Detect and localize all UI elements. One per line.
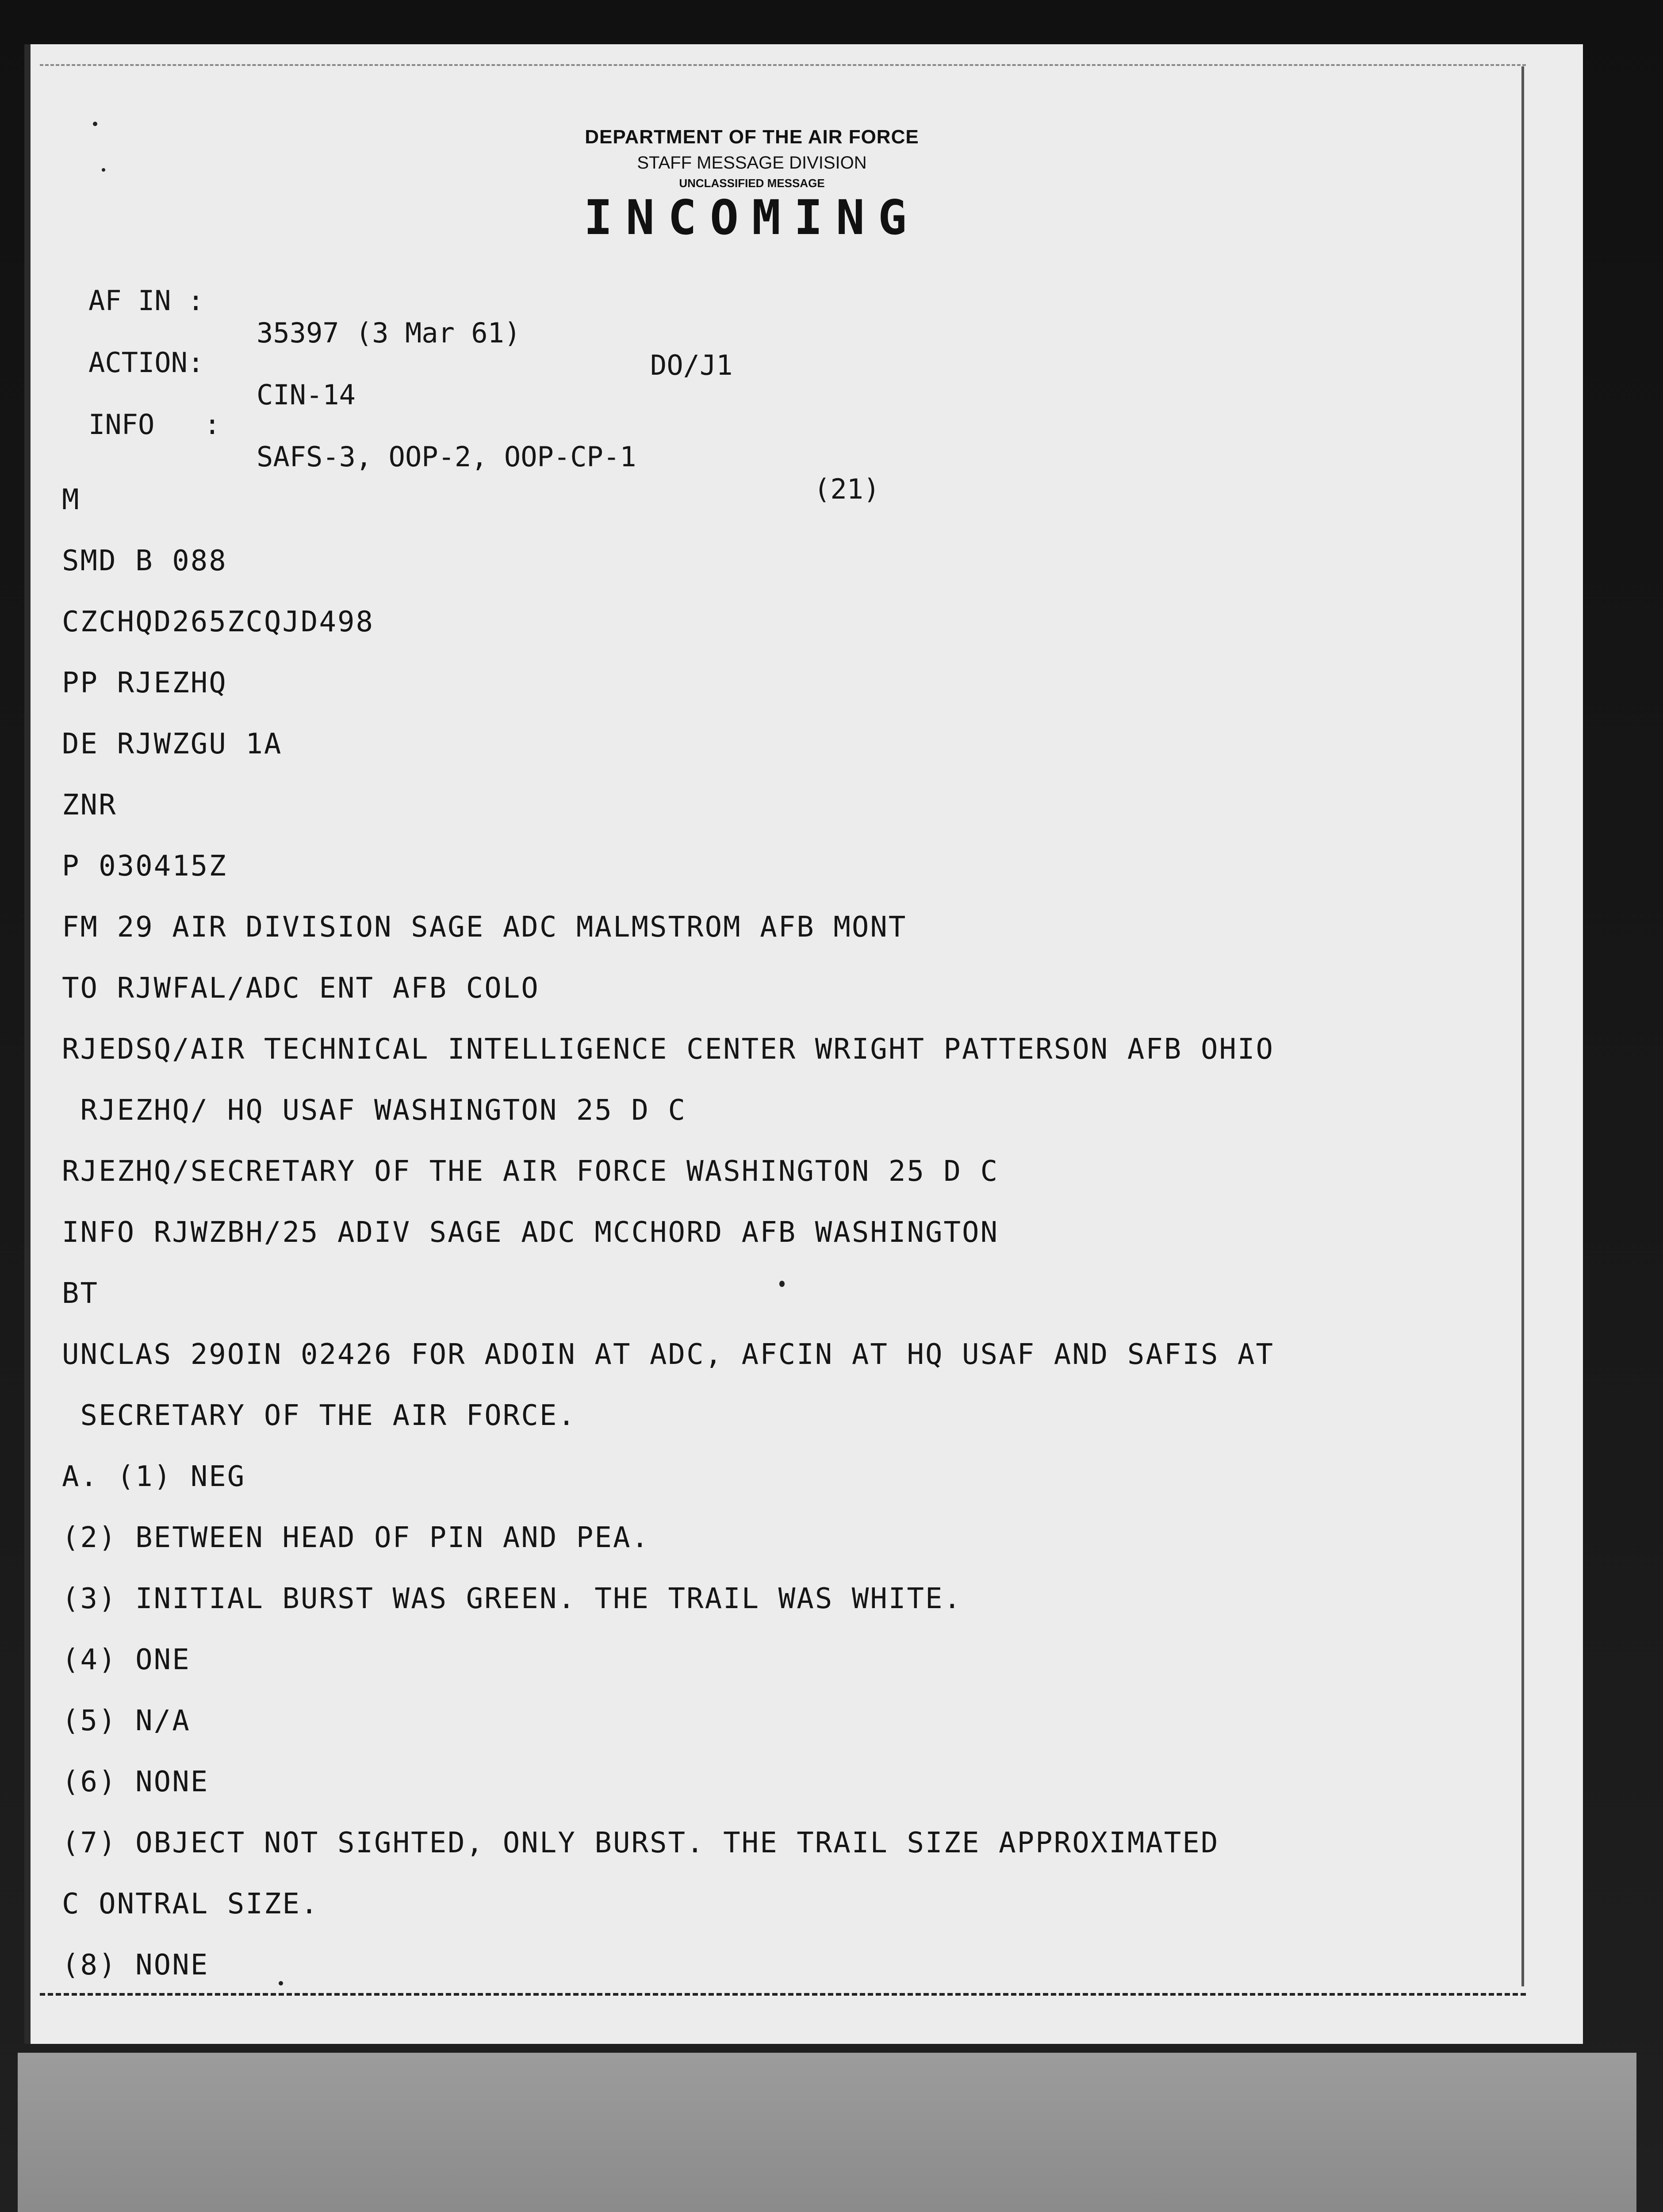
message-line: (4) ONE — [62, 1644, 191, 1676]
message-line: M — [62, 484, 80, 516]
message-line: A. (1) NEG — [62, 1460, 246, 1493]
message-line: (8) NONE — [62, 1949, 209, 1982]
message-line: INFO RJWZBH/25 ADIV SAGE ADC MCCHORD AFB WASHINGTON — [62, 1216, 999, 1249]
message-line: BT — [62, 1277, 99, 1310]
action-label: ACTION: — [88, 346, 204, 379]
scan-speck — [279, 1981, 283, 1985]
page-top-border — [40, 64, 1526, 66]
message-line: (7) OBJECT NOT SIGHTED, ONLY BURST. THE TRAIL SIZE APPROXIMATED — [62, 1827, 1219, 1859]
scan-speck — [102, 168, 105, 172]
message-line: PP RJEZHQ — [62, 667, 227, 699]
scan-speck — [93, 122, 97, 126]
division-title: STAFF MESSAGE DIVISION — [637, 153, 867, 173]
message-line: TO RJWFAL/ADC ENT AFB COLO — [62, 972, 540, 1005]
message-line: SECRETARY OF THE AIR FORCE. — [62, 1399, 576, 1432]
message-line: RJEDSQ/AIR TECHNICAL INTELLIGENCE CENTER WRIGHT PATTERSON AFB OHIO — [62, 1033, 1275, 1066]
message-line: C ONTRAL SIZE. — [62, 1888, 319, 1920]
message-line: P 030415Z — [62, 850, 227, 883]
message-line: FM 29 AIR DIVISION SAGE ADC MALMSTROM AFB MONT — [62, 911, 907, 944]
message-line: (6) NONE — [62, 1766, 209, 1798]
message-line: RJEZHQ/ HQ USAF WASHINGTON 25 D C — [62, 1094, 687, 1127]
action-value: CIN-14 — [257, 379, 356, 411]
office-code: DO/J1 — [650, 349, 733, 381]
info-count: (21) — [814, 473, 880, 505]
page-right-border — [1521, 66, 1524, 1986]
af-in-value: 35397 (3 Mar 61) — [257, 317, 521, 349]
message-line: SMD B 088 — [62, 545, 227, 577]
message-line: ZNR — [62, 789, 117, 822]
message-line: UNCLAS 29OIN 02426 FOR ADOIN AT ADC, AFCIN AT HQ USAF AND SAFIS AT — [62, 1338, 1275, 1371]
message-line: (5) N/A — [62, 1705, 191, 1737]
info-value: SAFS-3, OOP-2, OOP-CP-1 — [257, 441, 636, 473]
af-in-label: AF IN : — [88, 284, 204, 317]
underlying-sheet — [18, 2053, 1636, 2212]
message-line: DE RJWZGU 1A — [62, 728, 283, 760]
info-label: INFO : — [88, 408, 221, 441]
department-title: DEPARTMENT OF THE AIR FORCE — [585, 126, 919, 148]
message-line: CZCHQD265ZCQJD498 — [62, 606, 375, 638]
message-line: RJEZHQ/SECRETARY OF THE AIR FORCE WASHINGTON 25 D C — [62, 1155, 999, 1188]
message-line: (2) BETWEEN HEAD OF PIN AND PEA. — [62, 1521, 650, 1554]
scan-speck — [779, 1281, 785, 1287]
classification-label: UNCLASSIFIED MESSAGE — [679, 177, 825, 190]
incoming-stamp: INCOMING — [583, 190, 920, 246]
message-header — [487, 124, 1017, 246]
page-bottom-border — [40, 1993, 1526, 1996]
message-line: (3) INITIAL BURST WAS GREEN. THE TRAIL WAS WHITE. — [62, 1582, 962, 1615]
